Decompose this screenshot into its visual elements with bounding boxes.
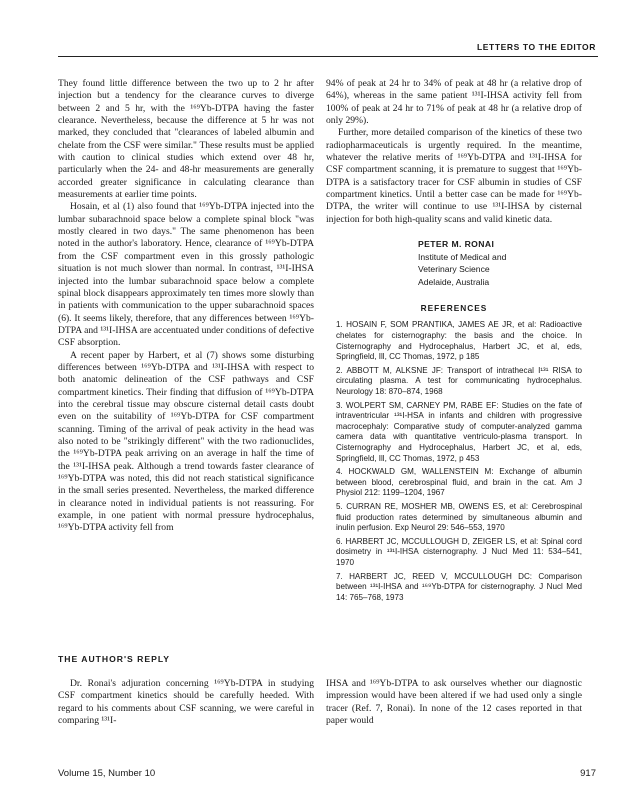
references-list	[326, 320, 582, 603]
running-header: LETTERS TO THE EDITOR	[476, 42, 596, 52]
signature-location: Adelaide, Australia	[418, 276, 490, 287]
reply-heading: THE AUTHOR'S REPLY	[58, 654, 171, 664]
header-rule	[58, 56, 598, 57]
reference-item: 1. HOSAIN F, SOM PRANTIKA, JAMES AE JR, et al: Radioactive chelates for cisternography: the basis and the choice. In Cisternography and Hydrocephalus, Harbert JC, et al, eds, Springfield, Ill, CC Thomas, 1972, p 185	[336, 320, 582, 362]
signature-block	[326, 238, 582, 288]
reference-item: 4. HOCKWALD GM, WALLENSTEIN M: Exchange of albumin between blood, cerebrospinal fluid, and brain in the cat. Am J Physiol 212: 1199–1204, 1967	[336, 467, 582, 498]
signature-affiliation: Veterinary Science	[418, 264, 490, 275]
reference-item: 6. HARBERT JC, MCCULLOUGH D, ZEIGER LS, et al: Spinal cord dosimetry in ¹³¹I-IHSA cisternography. J Nucl Med 11: 534–541, 1970	[336, 536, 582, 567]
references-heading: REFERENCES	[420, 303, 488, 314]
reference-item: 7. HARBERT JC, REED V, MCCULLOUGH DC: Comparison between ¹³¹I-IHSA and ¹⁶⁹Yb-DTPA for cisternography. J Nucl Med 14: 765–768, 1973	[336, 571, 582, 602]
right-column	[326, 78, 582, 606]
signature-affiliation: Institute of Medical and	[418, 251, 507, 262]
paragraph: They found little difference between the two up to 2 hr after injection but a tendency for the clearance curves to diverge between 2 and 5 hr, with the ¹⁶⁹Yb-DTPA having the faster clearance. Nevertheless, because the difference at 5 hr was not marked, they concluded that "clearances of labeled albumin and chelate from the CSF were similar." These results must be applied with caution to clinical studies which extend over 48 hr, particularly when the 24- and 48-hr measurements are generally accorded greater significance in calculating clearance than measurements at earlier time points.	[58, 78, 314, 201]
paragraph: Further, more detailed comparison of the kinetics of these two radiopharmaceuticals is urgently required. In the meantime, whatever the relative merits of ¹⁶⁹Yb-DTPA and ¹³¹I-IHSA for CSF compartment scanning, it is premature to suggest that ¹⁶⁹Yb-DTPA is a satisfactory tracer for CSF albumin in studies of CSF compartment kinetics. Until a better case can be made for ¹⁶⁹Yb-DTPA, the writer will continue to use ¹³¹I-IHSA by cisternal injection for both high-quality scans and valid kinetic data.	[326, 127, 582, 225]
paragraph: A recent paper by Harbert, et al (7) shows some disturbing differences between ¹⁶⁹Yb-DTPA and ¹³¹I-IHSA with respect to both anatomic delineation of the CSF pathways and CSF compartment kinetics. Their finding that diffusion of ¹⁶⁹Yb-DTPA into the cerebral tissue may obscure cisternal detail casts doubt even on the suitability of ¹⁶⁹Yb-DTPA for CSF compartment scanning. Timing of the arrival of peak activity in the head was also noted to be "strikingly different" with the two radionuclides, the ¹⁶⁹Yb-DTPA peak arriving on an average in half the time of the ¹³¹I-IHSA peak. Although a trend towards faster clearance of ¹⁶⁹Yb-DTPA was noted, this did not reach statistical significance in the small series presented. Nevertheless, the marked difference in clearance noted in individual patients is not reassuring. For example, in one patient with normal pressure hydrocephalus, ¹⁶⁹Yb-DTPA activity fell from	[58, 349, 314, 534]
paragraph: IHSA and ¹⁶⁹Yb-DTPA to ask ourselves whether our diagnostic impression would have been altered if we had used only a single tracer (Ref. 7, Ronai). In none of the 12 cases reported in that paper would	[326, 678, 582, 727]
paragraph: Hosain, et al (1) also found that ¹⁶⁹Yb-DTPA injected into the lumbar subarachnoid space below a complete spinal block "was mostly cleared in two days." The same phenomenon has been noted in the author's laboratory. Hence, clearance of ¹⁶⁹Yb-DTPA from the CSF compartment even in this grossly pathologic situation is not much slower than normal. In contrast, ¹³¹I-IHSA injected into the lumbar subarachnoid space below a complete spinal block disappears approximately ten times more slowly than in patients with communication to the upper subarachnoid spaces (6). It seems likely, therefore, that any differences between ¹⁶⁹Yb-DTPA and ¹³¹I-IHSA are accentuated under conditions of defective CSF absorption.	[58, 201, 314, 349]
signature-name: PETER M. RONAI	[418, 239, 495, 250]
footer-page-number: 917	[580, 768, 596, 779]
paragraph: 94% of peak at 24 hr to 34% of peak at 48 hr (a relative drop of 64%), whereas in the same patient ¹³¹I-IHSA activity fell from 100% of peak at 24 hr to 71% of peak at 48 hr (a relative drop of only 29%).	[326, 78, 582, 127]
reference-item: 2. ABBOTT M, ALKSNE JF: Transport of intrathecal I¹³¹ RISA to circulating plasma. A test for communicating hydrocephalus. Neurology 18: 870–874, 1968	[336, 365, 582, 397]
reply-left-column	[58, 678, 314, 727]
reference-item: 3. WOLPERT SM, CARNEY PM, RABE EF: Studies on the fate of intraventricular ¹³¹I-HSA in infants and children with progressive macrocephaly: Comparative study of computer-analyzed gamma camera data with quantitative ventriculo-plasma transport. In Cisternography and Hydrocephalus, Harbert JC, et al, eds, Springfield, Ill, CC Thomas, 1972, p 453	[336, 400, 582, 463]
paragraph: Dr. Ronai's adjuration concerning ¹⁶⁹Yb-DTPA in studying CSF compartment kinetics should be carefully heeded. With regard to his comments about CSF scanning, we were careful in comparing ¹³¹I-	[58, 678, 314, 727]
reference-item: 5. CURRAN RE, MOSHER MB, OWENS ES, et al: Cerebrospinal fluid production rates determined by simultaneous albumin and inulin perfusion. Exp Neurol 29: 546–553, 1970	[336, 501, 582, 533]
footer-volume: Volume 15, Number 10	[58, 768, 156, 779]
left-column	[58, 78, 314, 535]
reply-right-column	[326, 678, 582, 727]
